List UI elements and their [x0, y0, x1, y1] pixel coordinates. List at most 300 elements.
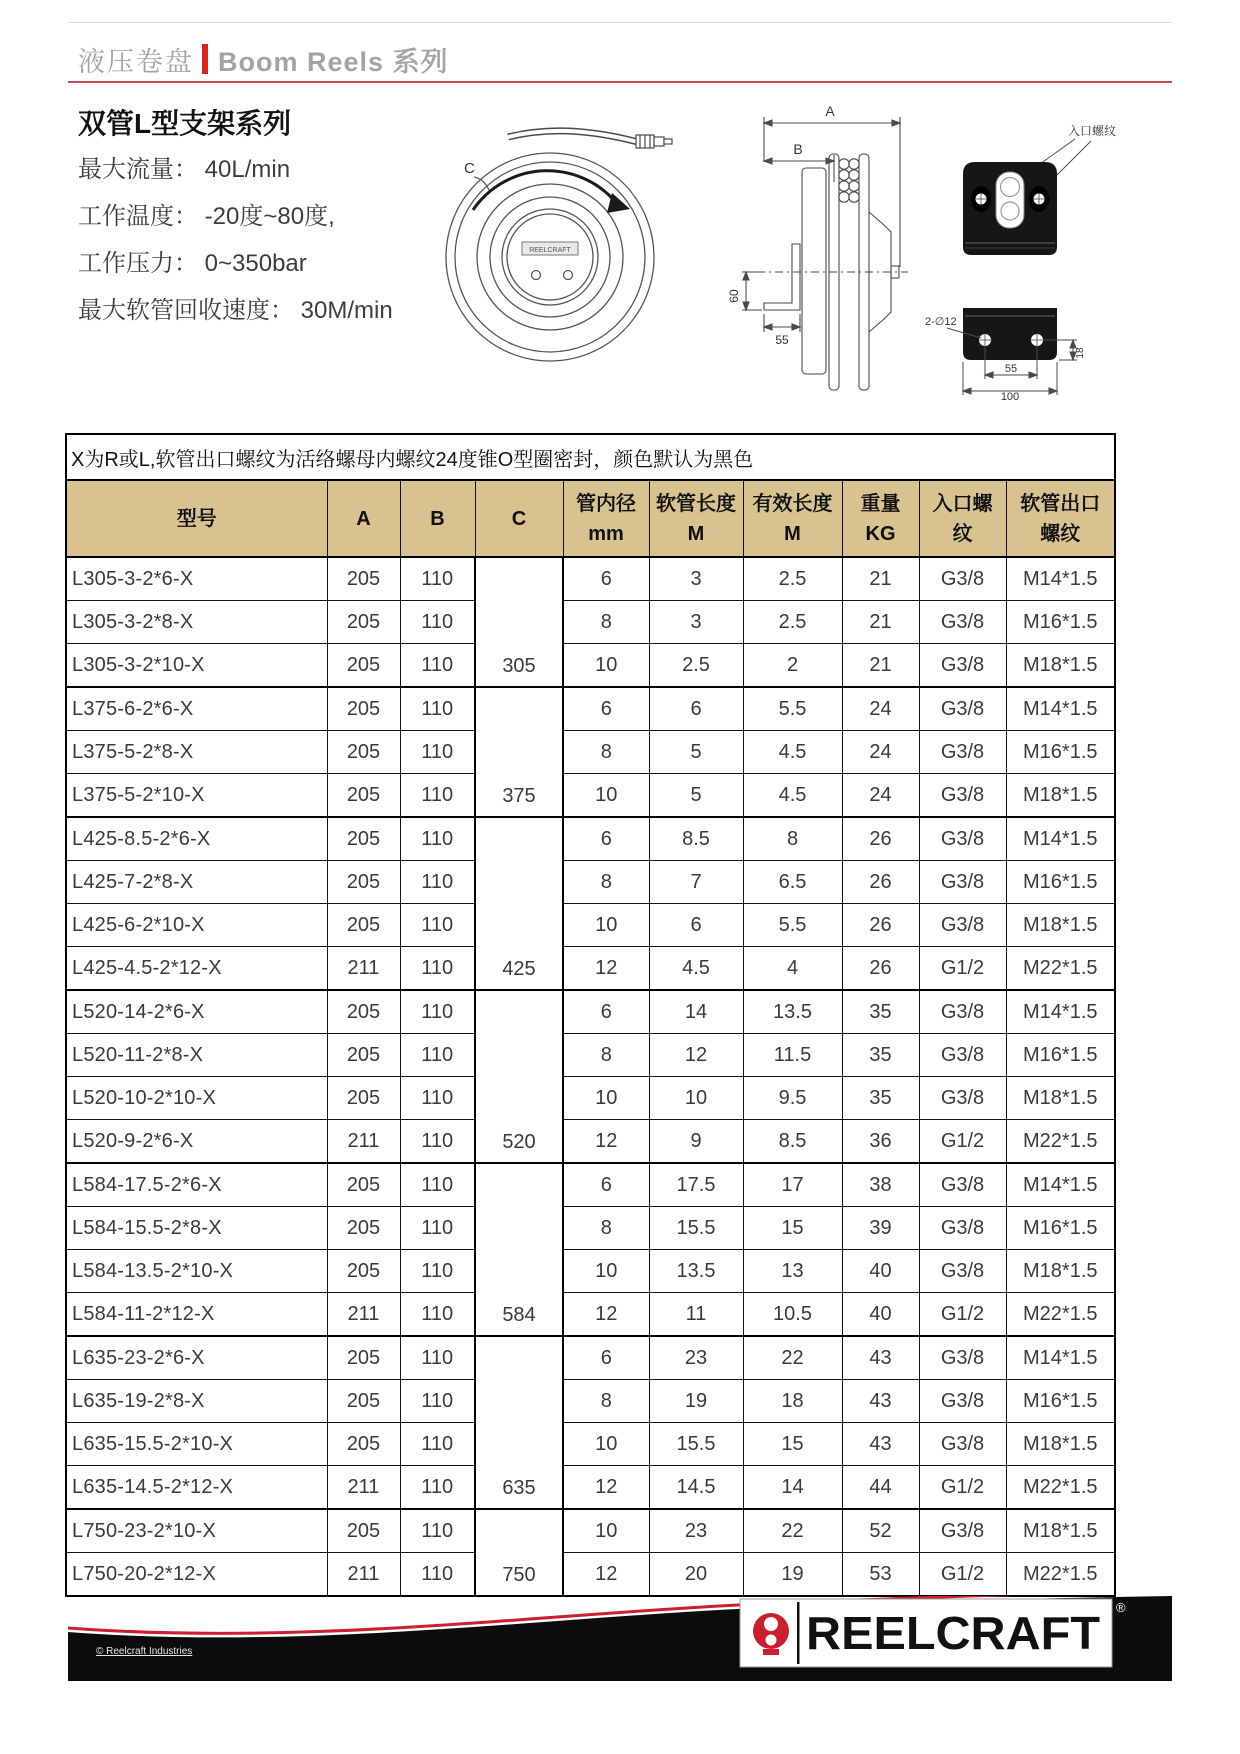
nameplate-text: REELCRAFT	[529, 247, 571, 254]
cell-outlet-thread: M18*1.5	[1006, 1250, 1115, 1293]
cell-bore: 10	[563, 1509, 649, 1553]
cell-bore: 12	[563, 1293, 649, 1337]
header-title-zh: 液压卷盘	[78, 46, 194, 77]
cell-c-value: 584	[502, 1303, 536, 1326]
cell-inlet-thread: G3/8	[919, 731, 1006, 774]
cell-a: 205	[327, 1163, 400, 1207]
col-header-label: 型号	[176, 507, 217, 530]
cell-model: L635-23-2*6-X	[66, 1336, 327, 1380]
col-header-unit: KG	[865, 522, 896, 545]
cell-c-value: 375	[502, 784, 536, 807]
cell-bore: 12	[563, 1466, 649, 1510]
cell-a: 205	[327, 644, 400, 688]
cell-model: L584-13.5-2*10-X	[66, 1250, 327, 1293]
cell-model: L750-20-2*12-X	[66, 1553, 327, 1597]
cell-model: L584-11-2*12-X	[66, 1293, 327, 1337]
cell-a: 205	[327, 1423, 400, 1466]
table-row	[66, 1466, 1115, 1510]
cell-effective-length: 4.5	[743, 731, 842, 774]
cell-inlet-thread: G3/8	[919, 1423, 1006, 1466]
cell-inlet-thread: G3/8	[919, 817, 1006, 861]
cell-a: 205	[327, 1336, 400, 1380]
cell-effective-length: 13	[743, 1250, 842, 1293]
cell-a: 205	[327, 1207, 400, 1250]
cell-inlet-thread: G3/8	[919, 644, 1006, 688]
table-row	[66, 861, 1115, 904]
header-accent-bar	[202, 44, 208, 74]
cell-hose-length: 14.5	[649, 1466, 743, 1510]
cell-weight: 43	[842, 1380, 919, 1423]
cell-hose-length: 5	[649, 731, 743, 774]
cell-effective-length: 22	[743, 1336, 842, 1380]
cell-model: L425-8.5-2*6-X	[66, 817, 327, 861]
cell-hose-length: 12	[649, 1034, 743, 1077]
cell-outlet-thread: M18*1.5	[1006, 1423, 1115, 1466]
cell-inlet-thread: G3/8	[919, 601, 1006, 644]
table-row	[66, 687, 1115, 731]
cell-inlet-thread: G3/8	[919, 904, 1006, 947]
cell-b: 110	[400, 1034, 475, 1077]
cell-effective-length: 2.5	[743, 601, 842, 644]
cell-weight: 24	[842, 731, 919, 774]
base-dim-18: 18	[1075, 347, 1086, 359]
cell-bore: 10	[563, 1250, 649, 1293]
cell-model: L375-5-2*10-X	[66, 774, 327, 818]
cell-c-merged	[475, 817, 563, 990]
cell-inlet-thread: G3/8	[919, 990, 1006, 1034]
dim-label-55: 55	[775, 333, 789, 347]
cell-c-value: 750	[502, 1563, 536, 1586]
cell-inlet-thread: G1/2	[919, 1466, 1006, 1510]
cell-a: 205	[327, 861, 400, 904]
cell-effective-length: 6.5	[743, 861, 842, 904]
table-row	[66, 1336, 1115, 1380]
cell-hose-length: 4.5	[649, 947, 743, 991]
cell-outlet-thread: M16*1.5	[1006, 1380, 1115, 1423]
cell-bore: 8	[563, 1380, 649, 1423]
cell-c-value: 520	[502, 1130, 536, 1153]
cell-a: 205	[327, 1077, 400, 1120]
cell-model: L520-14-2*6-X	[66, 990, 327, 1034]
col-header-label: C	[511, 507, 527, 530]
cell-weight: 24	[842, 687, 919, 731]
cell-outlet-thread: M22*1.5	[1006, 1466, 1115, 1510]
cell-hose-length: 3	[649, 601, 743, 644]
cell-inlet-thread: G3/8	[919, 1163, 1006, 1207]
cell-b: 110	[400, 1380, 475, 1423]
cell-c-merged	[475, 687, 563, 817]
cell-b: 110	[400, 904, 475, 947]
table-row	[66, 1250, 1115, 1293]
col-header-3	[475, 480, 563, 557]
cell-effective-length: 22	[743, 1509, 842, 1553]
dim-label-b: B	[793, 141, 803, 157]
cell-weight: 35	[842, 1034, 919, 1077]
page-header	[78, 40, 449, 78]
reelcraft-logo	[740, 1599, 1126, 1667]
table-row	[66, 731, 1115, 774]
cell-outlet-thread: M22*1.5	[1006, 1553, 1115, 1597]
holes-label: 2-∅12	[925, 316, 957, 328]
cell-model: L305-3-2*10-X	[66, 644, 327, 688]
cell-outlet-thread: M14*1.5	[1006, 687, 1115, 731]
cell-effective-length: 11.5	[743, 1034, 842, 1077]
cell-outlet-thread: M18*1.5	[1006, 774, 1115, 818]
cell-hose-length: 13.5	[649, 1250, 743, 1293]
cell-model: L635-15.5-2*10-X	[66, 1423, 327, 1466]
table-row	[66, 1293, 1115, 1337]
cell-inlet-thread: G1/2	[919, 1120, 1006, 1164]
col-header-label: B	[430, 507, 445, 530]
registered-mark: ®	[1116, 1600, 1126, 1615]
cell-inlet-thread: G3/8	[919, 1207, 1006, 1250]
inlet-thread-label: 入口螺纹	[1068, 124, 1117, 138]
cell-bore: 6	[563, 817, 649, 861]
cell-a: 205	[327, 990, 400, 1034]
cell-effective-length: 2	[743, 644, 842, 688]
cell-a: 205	[327, 601, 400, 644]
cell-b: 110	[400, 1250, 475, 1293]
cell-weight: 26	[842, 817, 919, 861]
cell-hose-length: 9	[649, 1120, 743, 1164]
col-header-label: A	[356, 507, 371, 530]
cell-model: L375-5-2*8-X	[66, 731, 327, 774]
hub-bolt-hole	[532, 271, 541, 280]
cell-b: 110	[400, 774, 475, 818]
cell-inlet-thread: G3/8	[919, 774, 1006, 818]
cell-a: 205	[327, 1509, 400, 1553]
product-title: 双管L型支架系列	[78, 108, 292, 139]
cell-b: 110	[400, 861, 475, 904]
cell-model: L520-11-2*8-X	[66, 1034, 327, 1077]
cell-weight: 26	[842, 904, 919, 947]
col-header-5	[649, 480, 743, 557]
cell-c-merged	[475, 557, 563, 687]
cell-a: 211	[327, 947, 400, 991]
spec-line-retract-speed: 最大软管回收速度： 30M/min	[78, 297, 393, 324]
dim-label-c: C	[464, 160, 475, 177]
table-row	[66, 644, 1115, 688]
cell-bore: 10	[563, 1077, 649, 1120]
cell-weight: 43	[842, 1423, 919, 1466]
col-header-8	[919, 480, 1006, 557]
footer-band	[68, 1596, 1172, 1681]
cell-a: 205	[327, 1380, 400, 1423]
cell-hose-length: 17.5	[649, 1163, 743, 1207]
cell-outlet-thread: M18*1.5	[1006, 1509, 1115, 1553]
col-header-4	[563, 480, 649, 557]
cell-model: L520-10-2*10-X	[66, 1077, 327, 1120]
cell-bore: 8	[563, 731, 649, 774]
cell-effective-length: 18	[743, 1380, 842, 1423]
cell-bore: 12	[563, 1120, 649, 1164]
col-header-unit: 螺纹	[1040, 522, 1081, 545]
table-row	[66, 1207, 1115, 1250]
table-row	[66, 1553, 1115, 1597]
cell-hose-length: 14	[649, 990, 743, 1034]
table-row	[66, 1034, 1115, 1077]
page-top-rule	[68, 22, 1172, 23]
hub-bolt-hole	[564, 271, 573, 280]
cell-hose-length: 6	[649, 904, 743, 947]
cell-inlet-thread: G3/8	[919, 861, 1006, 904]
cell-outlet-thread: M14*1.5	[1006, 1336, 1115, 1380]
cell-model: L584-17.5-2*6-X	[66, 1163, 327, 1207]
table-note-row	[66, 434, 1115, 480]
col-header-unit: M	[687, 522, 705, 545]
col-header-2	[400, 480, 475, 557]
cell-outlet-thread: M22*1.5	[1006, 947, 1115, 991]
cell-hose-length: 8.5	[649, 817, 743, 861]
cell-outlet-thread: M14*1.5	[1006, 990, 1115, 1034]
cell-inlet-thread: G3/8	[919, 1250, 1006, 1293]
cell-a: 205	[327, 1034, 400, 1077]
cell-b: 110	[400, 990, 475, 1034]
cell-bore: 10	[563, 904, 649, 947]
col-header-label: 重量	[860, 492, 901, 515]
cell-hose-length: 10	[649, 1077, 743, 1120]
cell-weight: 35	[842, 1077, 919, 1120]
cell-weight: 35	[842, 990, 919, 1034]
cell-hose-length: 2.5	[649, 644, 743, 688]
cell-a: 211	[327, 1120, 400, 1164]
cell-inlet-thread: G3/8	[919, 687, 1006, 731]
cell-effective-length: 17	[743, 1163, 842, 1207]
cell-a: 211	[327, 1553, 400, 1597]
table-row	[66, 947, 1115, 991]
table-row	[66, 601, 1115, 644]
cell-inlet-thread: G3/8	[919, 1509, 1006, 1553]
cell-model: L425-6-2*10-X	[66, 904, 327, 947]
cell-hose-length: 3	[649, 557, 743, 601]
header-title-en: Boom Reels 系列	[218, 46, 449, 77]
cell-effective-length: 15	[743, 1207, 842, 1250]
cell-b: 110	[400, 947, 475, 991]
cell-outlet-thread: M16*1.5	[1006, 731, 1115, 774]
cell-weight: 40	[842, 1250, 919, 1293]
cell-hose-length: 15.5	[649, 1207, 743, 1250]
table-row	[66, 990, 1115, 1034]
cell-bore: 6	[563, 1336, 649, 1380]
cell-effective-length: 9.5	[743, 1077, 842, 1120]
cell-bore: 8	[563, 1207, 649, 1250]
cell-inlet-thread: G1/2	[919, 1553, 1006, 1597]
cell-bore: 8	[563, 601, 649, 644]
cell-c-value: 635	[502, 1476, 536, 1499]
cell-b: 110	[400, 687, 475, 731]
cell-effective-length: 15	[743, 1423, 842, 1466]
reel-side-view-drawing	[662, 92, 914, 394]
cell-bore: 6	[563, 990, 649, 1034]
table-row	[66, 1509, 1115, 1553]
col-header-unit: M	[784, 522, 801, 545]
cell-effective-length: 4	[743, 947, 842, 991]
cell-bore: 12	[563, 1553, 649, 1597]
spec-list	[78, 146, 393, 334]
cell-weight: 36	[842, 1120, 919, 1164]
col-header-unit: 纹	[952, 522, 973, 545]
cell-inlet-thread: G3/8	[919, 1077, 1006, 1120]
cell-outlet-thread: M16*1.5	[1006, 1207, 1115, 1250]
cell-hose-length: 7	[649, 861, 743, 904]
col-header-7	[842, 480, 919, 557]
col-header-label: 有效长度	[752, 492, 833, 515]
rotation-arrow	[473, 171, 618, 210]
cell-weight: 26	[842, 947, 919, 991]
cell-inlet-thread: G3/8	[919, 1336, 1006, 1380]
table-note: X为R或L,软管出口螺纹为活络螺母内螺纹24度锥O型圈密封，颜色默认为黑色	[66, 434, 1115, 480]
cell-hose-length: 23	[649, 1509, 743, 1553]
cell-weight: 40	[842, 1293, 919, 1337]
bracket-front-view	[963, 162, 1057, 255]
col-header-label: 软管长度	[656, 492, 736, 515]
cell-effective-length: 4.5	[743, 774, 842, 818]
cell-bore: 12	[563, 947, 649, 991]
cell-outlet-thread: M16*1.5	[1006, 861, 1115, 904]
cell-effective-length: 14	[743, 1466, 842, 1510]
cell-outlet-thread: M22*1.5	[1006, 1120, 1115, 1164]
cell-effective-length: 10.5	[743, 1293, 842, 1337]
cell-weight: 21	[842, 644, 919, 688]
cell-b: 110	[400, 731, 475, 774]
cell-outlet-thread: M14*1.5	[1006, 1163, 1115, 1207]
cell-b: 110	[400, 1293, 475, 1337]
cell-model: L305-3-2*8-X	[66, 601, 327, 644]
cell-model: L305-3-2*6-X	[66, 557, 327, 601]
cell-bore: 6	[563, 687, 649, 731]
table-row	[66, 904, 1115, 947]
cell-bore: 6	[563, 1163, 649, 1207]
col-header-label: 入口螺	[932, 492, 993, 515]
col-header-9	[1006, 480, 1115, 557]
inlet-port-hole	[1001, 202, 1019, 220]
cell-outlet-thread: M18*1.5	[1006, 644, 1115, 688]
cell-c-value: 305	[502, 654, 536, 677]
cell-outlet-thread: M18*1.5	[1006, 904, 1115, 947]
cell-effective-length: 8.5	[743, 1120, 842, 1164]
cell-outlet-thread: M16*1.5	[1006, 601, 1115, 644]
cell-inlet-thread: G1/2	[919, 947, 1006, 991]
header-divider	[68, 81, 1172, 83]
cell-hose-length: 11	[649, 1293, 743, 1337]
cell-inlet-thread: G3/8	[919, 1034, 1006, 1077]
cell-b: 110	[400, 1077, 475, 1120]
cell-hose-length: 20	[649, 1553, 743, 1597]
reel-front-view-drawing	[388, 95, 680, 373]
cell-a: 205	[327, 731, 400, 774]
spec-table	[65, 433, 1116, 1597]
cell-model: L375-6-2*6-X	[66, 687, 327, 731]
reelcraft-wordmark: REELCRAFT	[806, 1607, 1100, 1659]
cell-weight: 24	[842, 774, 919, 818]
cell-b: 110	[400, 1509, 475, 1553]
cell-weight: 39	[842, 1207, 919, 1250]
spec-line-flow: 最大流量： 40L/min	[78, 156, 291, 183]
cell-model: L584-15.5-2*8-X	[66, 1207, 327, 1250]
cell-model: L425-7-2*8-X	[66, 861, 327, 904]
cell-b: 110	[400, 1553, 475, 1597]
cell-c-value: 425	[502, 957, 536, 980]
cell-a: 211	[327, 1466, 400, 1510]
cell-c-merged	[475, 1336, 563, 1509]
table-row	[66, 774, 1115, 818]
table-row	[66, 1423, 1115, 1466]
cell-weight: 21	[842, 601, 919, 644]
cell-c-merged	[475, 1163, 563, 1336]
table-row	[66, 1163, 1115, 1207]
base-dim-100: 100	[1000, 391, 1020, 402]
table-header-row	[66, 480, 1115, 557]
cell-a: 211	[327, 1293, 400, 1337]
cell-outlet-thread: M14*1.5	[1006, 557, 1115, 601]
cell-model: L635-14.5-2*12-X	[66, 1466, 327, 1510]
cell-effective-length: 2.5	[743, 557, 842, 601]
dim-label-60: 60	[727, 289, 741, 303]
cell-a: 205	[327, 817, 400, 861]
cell-bore: 10	[563, 1423, 649, 1466]
cell-weight: 43	[842, 1336, 919, 1380]
cell-effective-length: 13.5	[743, 990, 842, 1034]
cell-model: L635-19-2*8-X	[66, 1380, 327, 1423]
cell-hose-length: 19	[649, 1380, 743, 1423]
cell-a: 205	[327, 774, 400, 818]
cell-outlet-thread: M16*1.5	[1006, 1034, 1115, 1077]
cell-inlet-thread: G3/8	[919, 1380, 1006, 1423]
cell-outlet-thread: M14*1.5	[1006, 817, 1115, 861]
cell-bore: 10	[563, 644, 649, 688]
cell-hose-length: 15.5	[649, 1423, 743, 1466]
cell-b: 110	[400, 601, 475, 644]
col-header-0	[66, 480, 327, 557]
cell-b: 110	[400, 644, 475, 688]
cell-bore: 8	[563, 861, 649, 904]
cell-effective-length: 5.5	[743, 904, 842, 947]
cell-a: 205	[327, 687, 400, 731]
cell-bore: 8	[563, 1034, 649, 1077]
cell-outlet-thread: M18*1.5	[1006, 1077, 1115, 1120]
cell-b: 110	[400, 1466, 475, 1510]
table-row	[66, 1077, 1115, 1120]
footer-copyright: © Reelcraft Industries	[96, 1646, 193, 1657]
col-header-6	[743, 480, 842, 557]
cell-weight: 38	[842, 1163, 919, 1207]
spec-line-pressure: 工作压力： 0~350bar	[78, 250, 307, 277]
cell-b: 110	[400, 1423, 475, 1466]
cell-hose-length: 6	[649, 687, 743, 731]
cell-outlet-thread: M22*1.5	[1006, 1293, 1115, 1337]
cell-c-merged	[475, 990, 563, 1163]
table-row	[66, 557, 1115, 601]
bracket-views-drawing	[925, 95, 1225, 402]
cell-weight: 26	[842, 861, 919, 904]
col-header-label: 软管出口	[1020, 492, 1101, 515]
col-header-1	[327, 480, 400, 557]
cell-b: 110	[400, 557, 475, 601]
cell-bore: 6	[563, 557, 649, 601]
cell-model: L750-23-2*10-X	[66, 1509, 327, 1553]
dim-label-a: A	[825, 103, 835, 119]
cell-model: L425-4.5-2*12-X	[66, 947, 327, 991]
cell-hose-length: 5	[649, 774, 743, 818]
col-header-label: 管内径	[576, 492, 636, 515]
cell-a: 205	[327, 904, 400, 947]
table-row	[66, 1120, 1115, 1164]
cell-bore: 10	[563, 774, 649, 818]
cell-weight: 21	[842, 557, 919, 601]
cell-model: L520-9-2*6-X	[66, 1120, 327, 1164]
cell-inlet-thread: G3/8	[919, 557, 1006, 601]
cell-b: 110	[400, 1163, 475, 1207]
